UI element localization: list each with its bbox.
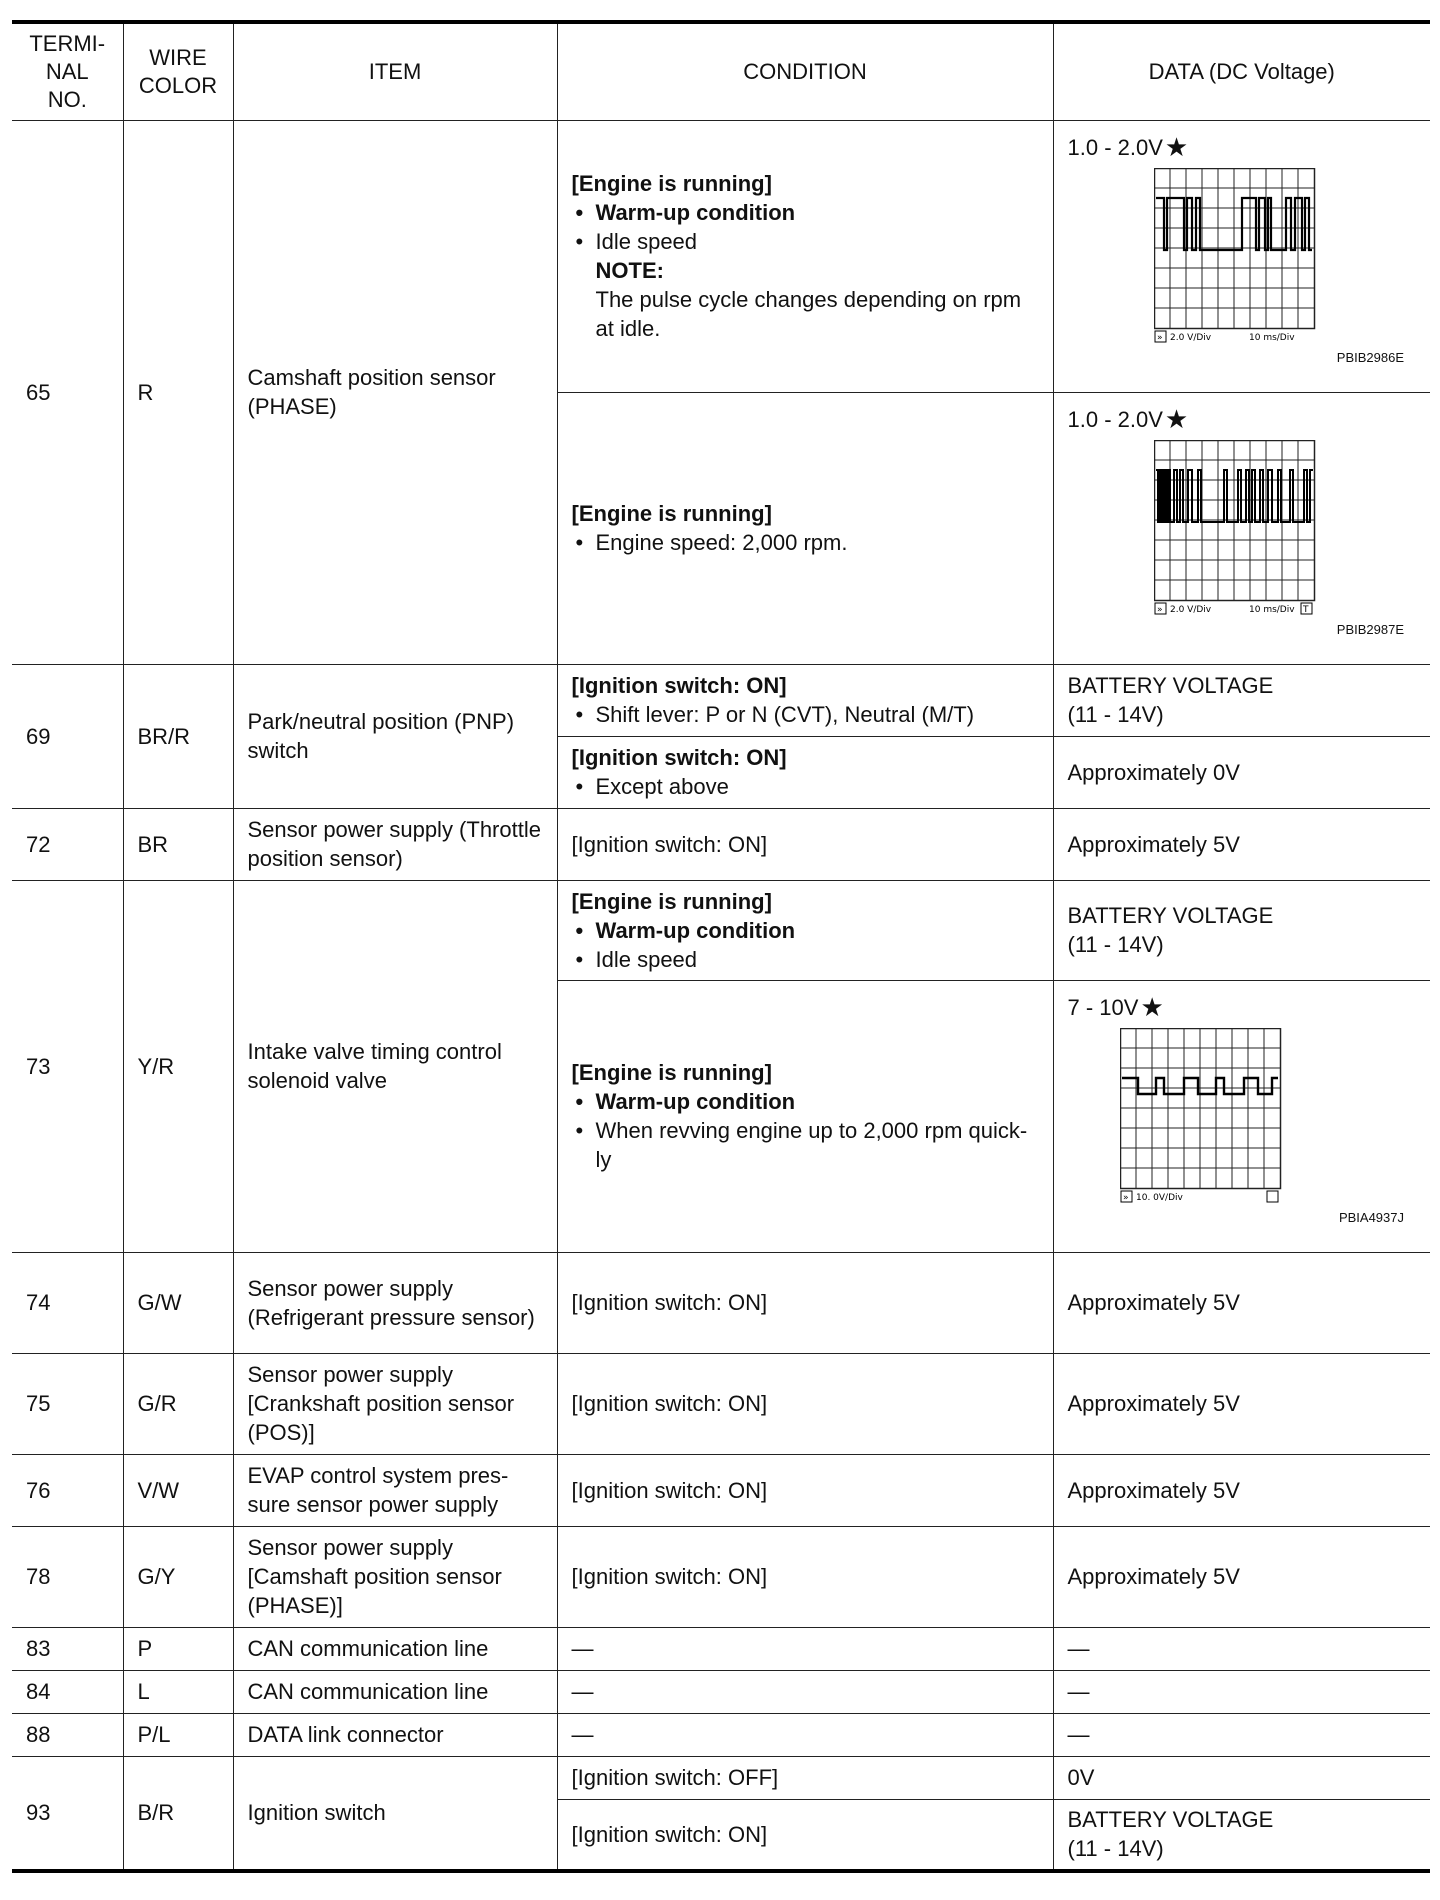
terminal-no: 73 (12, 880, 123, 1252)
star-icon: ★ (1164, 403, 1189, 434)
item-name: Sensor power supply [Camshaft position sensor (PHASE)] (233, 1526, 557, 1627)
data-cell: Approximately 0V (1053, 736, 1430, 808)
condition: [Ignition switch: ON] (557, 1252, 1053, 1353)
item-name: CAN communication line (233, 1627, 557, 1670)
scope-arrow: » (1122, 1192, 1129, 1203)
terminal-no: 69 (12, 664, 123, 808)
data-cell: Approximately 5V (1053, 1526, 1430, 1627)
table-row (12, 1756, 1430, 1799)
oscilloscope-waveform (1120, 1028, 1282, 1208)
condition: [Ignition switch: ON] (557, 1799, 1053, 1871)
condition-bullet: • Idle speed (572, 227, 1039, 256)
condition: [Ignition switch: ON] (557, 1526, 1053, 1627)
condition-bullet: • Shift lever: P or N (CVT), Neutral (M/T) (572, 700, 1039, 729)
wire-color: Y/R (123, 880, 233, 1252)
condition: [Ignition switch: ON] (557, 1353, 1053, 1454)
voltage-range: (11 - 14V) (1067, 1836, 1164, 1862)
header-row (12, 22, 1430, 120)
data-cell (1053, 120, 1430, 392)
condition (557, 880, 1053, 980)
figure-code: PBIB2987E (1336, 621, 1404, 637)
data-cell (1053, 664, 1430, 736)
scope-scale-t: 10 ms/Div (1248, 332, 1295, 343)
terminal-no: 84 (12, 1670, 123, 1713)
wire-color: P/L (123, 1713, 233, 1756)
item-name: EVAP control system pres-sure sensor power supply (233, 1454, 557, 1526)
wire-color: P (123, 1627, 233, 1670)
scope-scale-v: 2.0 V/Div (1169, 332, 1211, 343)
table-row (12, 1353, 1430, 1454)
voltage-value: 1.0 - 2.0V (1067, 134, 1163, 160)
terminal-no: 74 (12, 1252, 123, 1353)
note-text: The pulse cycle changes depending on rpm at idle. (595, 287, 1022, 341)
voltage-value: 1.0 - 2.0V (1067, 406, 1163, 432)
condition-bullet: • Warm-up condition (572, 198, 1039, 227)
terminal-no: 78 (12, 1526, 123, 1627)
wire-color: G/Y (123, 1526, 233, 1627)
table-row (12, 1526, 1430, 1627)
data-cell: Approximately 5V (1053, 1353, 1430, 1454)
condition: [Ignition switch: OFF] (557, 1756, 1053, 1799)
note-label: NOTE: (595, 258, 664, 283)
wire-color: R (123, 120, 233, 664)
item-name: Sensor power supply (Throttle position sensor) (233, 808, 557, 880)
figure-code: PBIA4937J (1338, 1209, 1404, 1225)
table-row (12, 1670, 1430, 1713)
item-name: CAN communication line (233, 1670, 557, 1713)
item-name: Sensor power supply (Refrigerant pressure sensor) (233, 1252, 557, 1353)
terminal-no: 88 (12, 1713, 123, 1756)
item-name: Camshaft position sensor (PHASE) (233, 120, 557, 664)
header-data: DATA (DC Voltage) (1053, 22, 1430, 120)
condition-bullet: • Warm-up condition (572, 1087, 1039, 1116)
terminal-no: 76 (12, 1454, 123, 1526)
condition: — (557, 1670, 1053, 1713)
scope-arrow: » (1156, 604, 1163, 615)
data-cell: 0V (1053, 1756, 1430, 1799)
condition-bullet: • When revving engine up to 2,000 rpm quick-ly (572, 1116, 1039, 1174)
scope-scale-v: 10. 0V/Div (1135, 1192, 1183, 1203)
wire-color: G/W (123, 1252, 233, 1353)
condition (557, 392, 1053, 664)
star-icon: ★ (1140, 991, 1164, 1022)
condition-heading: [Engine is running] (571, 888, 772, 914)
scope-scale-v: 2.0 V/Div (1169, 604, 1211, 615)
header-condition: CONDITION (557, 22, 1053, 120)
data-cell: Approximately 5V (1053, 1454, 1430, 1526)
data-cell (1053, 980, 1430, 1252)
table-row (12, 664, 1430, 736)
header-item: ITEM (233, 22, 557, 120)
header-terminal: TERMI- NAL NO. (12, 22, 123, 120)
data-cell (1053, 1799, 1430, 1871)
table-row (12, 120, 1430, 392)
terminal-data-table (12, 20, 1430, 1873)
condition-bullet: • Warm-up condition (572, 916, 1039, 945)
wire-color: V/W (123, 1454, 233, 1526)
data-cell (1053, 392, 1430, 664)
data-cell: Approximately 5V (1053, 1252, 1430, 1353)
voltage-value: 7 - 10V (1067, 994, 1139, 1020)
condition: [Ignition switch: ON] (557, 1454, 1053, 1526)
item-name: Sensor power supply [Crankshaft position sensor (POS)] (233, 1353, 557, 1454)
data-cell (1053, 880, 1430, 980)
header-wire: WIRE COLOR (123, 22, 233, 120)
table-row (12, 1627, 1430, 1670)
scope-trigger: T (1302, 604, 1308, 615)
scope-arrow: » (1156, 332, 1163, 343)
table-row (12, 1713, 1430, 1756)
condition-bullet: • Engine speed: 2,000 rpm. (572, 528, 1039, 557)
terminal-no: 65 (12, 120, 123, 664)
data-cell: — (1053, 1670, 1430, 1713)
oscilloscope-waveform (1154, 168, 1316, 348)
wire-color: BR (123, 808, 233, 880)
data-cell: Approximately 5V (1053, 808, 1430, 880)
wire-color: L (123, 1670, 233, 1713)
condition-heading: [Engine is running] (571, 1060, 772, 1085)
table-row (12, 1252, 1430, 1353)
table-row (12, 880, 1430, 980)
item-name: Ignition switch (233, 1756, 557, 1871)
condition-heading: [Engine is running] (571, 501, 772, 526)
wire-color: G/R (123, 1353, 233, 1454)
condition: — (557, 1627, 1053, 1670)
item-name: DATA link connector (233, 1713, 557, 1756)
condition-heading: [Ignition switch: ON] (571, 745, 787, 770)
condition (557, 664, 1053, 736)
item-name: Intake valve timing control solenoid valve (233, 880, 557, 1252)
condition (557, 120, 1053, 392)
condition: [Ignition switch: ON] (557, 808, 1053, 880)
terminal-no: 83 (12, 1627, 123, 1670)
figure-code: PBIB2986E (1336, 349, 1404, 365)
data-cell: — (1053, 1713, 1430, 1756)
terminal-no: 72 (12, 808, 123, 880)
terminal-no: 75 (12, 1353, 123, 1454)
wire-color: B/R (123, 1756, 233, 1871)
data-cell: — (1053, 1627, 1430, 1670)
condition-bullet: • Idle speed (572, 945, 1039, 974)
table-row (12, 808, 1430, 880)
oscilloscope-waveform (1154, 440, 1316, 620)
wire-color: BR/R (123, 664, 233, 808)
condition-bullet: • Except above (572, 772, 1039, 801)
table-row (12, 1454, 1430, 1526)
terminal-no: 93 (12, 1756, 123, 1871)
scope-scale-t: 10 ms/Div (1248, 604, 1295, 615)
voltage-range: (11 - 14V) (1067, 702, 1164, 727)
battery-voltage: BATTERY VOLTAGE (1067, 1807, 1274, 1833)
condition (557, 980, 1053, 1252)
star-icon: ★ (1164, 131, 1189, 162)
condition: — (557, 1713, 1053, 1756)
condition (557, 736, 1053, 808)
battery-voltage: BATTERY VOLTAGE (1067, 903, 1274, 928)
voltage-range: (11 - 14V) (1067, 932, 1164, 957)
battery-voltage: BATTERY VOLTAGE (1067, 673, 1274, 698)
condition-heading: [Engine is running] (571, 171, 772, 196)
item-name: Park/neutral position (PNP) switch (233, 664, 557, 808)
condition-heading: [Ignition switch: ON] (571, 673, 787, 698)
